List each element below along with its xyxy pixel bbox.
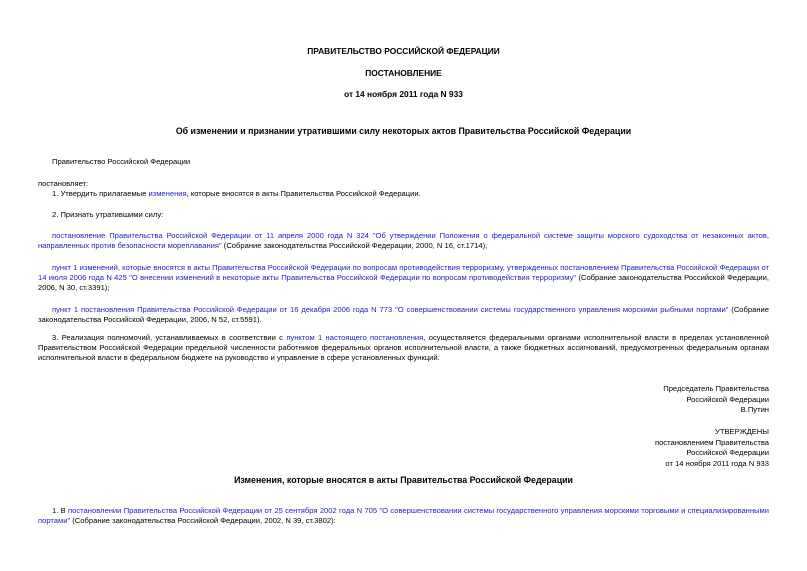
government-heading: ПРАВИТЕЛЬСТВО РОССИЙСКОЙ ФЕДЕРАЦИИ — [307, 46, 500, 56]
change-item-1-link[interactable]: постановлении Правительства Российской Федерации от 25 сентября 2002 года N 705 "О совершенствовании системы государственного управления морскими торговыми и специализированными портами" — [38, 506, 769, 525]
change-item-1-text-start: 1. В — [52, 506, 69, 515]
signature-block — [469, 384, 769, 416]
date-number-heading: от 14 ноября 2011 года N 933 — [344, 89, 463, 99]
signature-org: Российской Федерации — [686, 394, 769, 404]
item-3-text-end: , осуществляется федеральными органами исполнительной власти в пределах установленной Правительством Российской Федерации предельной численности работников федеральных органов исполнительной власти, а также бюджетных ассигнований, предусмотренных федеральным органам исполнительной власти в федеральном бюджете на руководство и управление в сфере установленных функций. — [38, 333, 769, 362]
revoked-act-1 — [38, 231, 769, 251]
item-3-link[interactable]: пунктом 1 настоящего постановления — [286, 333, 424, 342]
revoked-act-2-link[interactable]: пункт 1 изменений, которые вносятся в акты Правительства Российской Федерации по вопросам противодействия терроризму, утвержденных постановлением Правительства Российской Федерации от 14 июля 2006 года N 425 "О внесении изменений в некоторые акты Правительства Российской Федерации по вопросам противодействия терроризму" — [38, 263, 769, 282]
signature-name: В.Путин — [740, 405, 769, 414]
revoked-act-2-source: (Собрание законодательства Российской Федерации, 2006, N 30, ст.3391); — [38, 273, 770, 292]
changes-title: Изменения, которые вносятся в акты Правительства Российской Федерации — [234, 475, 573, 485]
item-1 — [52, 189, 772, 199]
approval-label: УТВЕРЖДЕНЫ — [715, 427, 769, 436]
item-1-text-end: , которые вносятся в акты Правительства Российской Федерации. — [186, 189, 421, 198]
item-3 — [38, 333, 769, 363]
approval-block — [469, 427, 769, 469]
doc-type-heading: ПОСТАНОВЛЕНИЕ — [365, 68, 442, 78]
revoked-act-2 — [38, 263, 769, 293]
item-3-text-start: 3. Реализация полномочий, устанавливаемых в соответствии с — [52, 333, 287, 342]
intro-text: Правительство Российской Федерации — [52, 157, 191, 166]
approval-date: от 14 ноября 2011 года N 933 — [665, 458, 769, 468]
changes-link[interactable]: изменения — [148, 189, 187, 198]
decides-text: постановляет: — [38, 179, 89, 188]
signature-position: Председатель Правительства — [663, 384, 769, 393]
document-title: Об изменении и признании утратившими силу некоторых актов Правительства Российской Федерации — [175, 126, 632, 136]
revoked-act-3-source: (Собрание законодательства Российской Федерации, 2006, N 52, ст.5591). — [38, 305, 769, 324]
approval-by: постановлением Правительства — [654, 437, 769, 447]
revoked-act-3 — [38, 305, 769, 325]
revoked-act-1-link[interactable]: постановление Правительства Российской Федерации от 11 апреля 2000 года N 324 "Об утверждении Положения о федеральной системе защиты морского судоходства от незаконных актов, направленных против безопасности мореплавания" — [38, 231, 769, 250]
revoked-act-3-link[interactable]: пункт 1 постановления Правительства Российской Федерации от 16 декабря 2006 года N 773 "О совершенствовании системы государственного управления морскими рыбными портами" — [52, 305, 729, 314]
item-2: 2. Признать утратившими силу: — [52, 210, 164, 219]
change-item-1-source: (Собрание законодательства Российской Федерации, 2002, N 39, ст.3802): — [70, 516, 336, 525]
revoked-act-1-source: (Собрание законодательства Российской Федерации, 2000, N 16, ст.1714); — [221, 241, 488, 250]
approval-org: Российской Федерации — [686, 448, 769, 457]
change-item-1 — [38, 506, 769, 526]
item-1-text-start: 1. Утвердить прилагаемые — [52, 189, 149, 198]
